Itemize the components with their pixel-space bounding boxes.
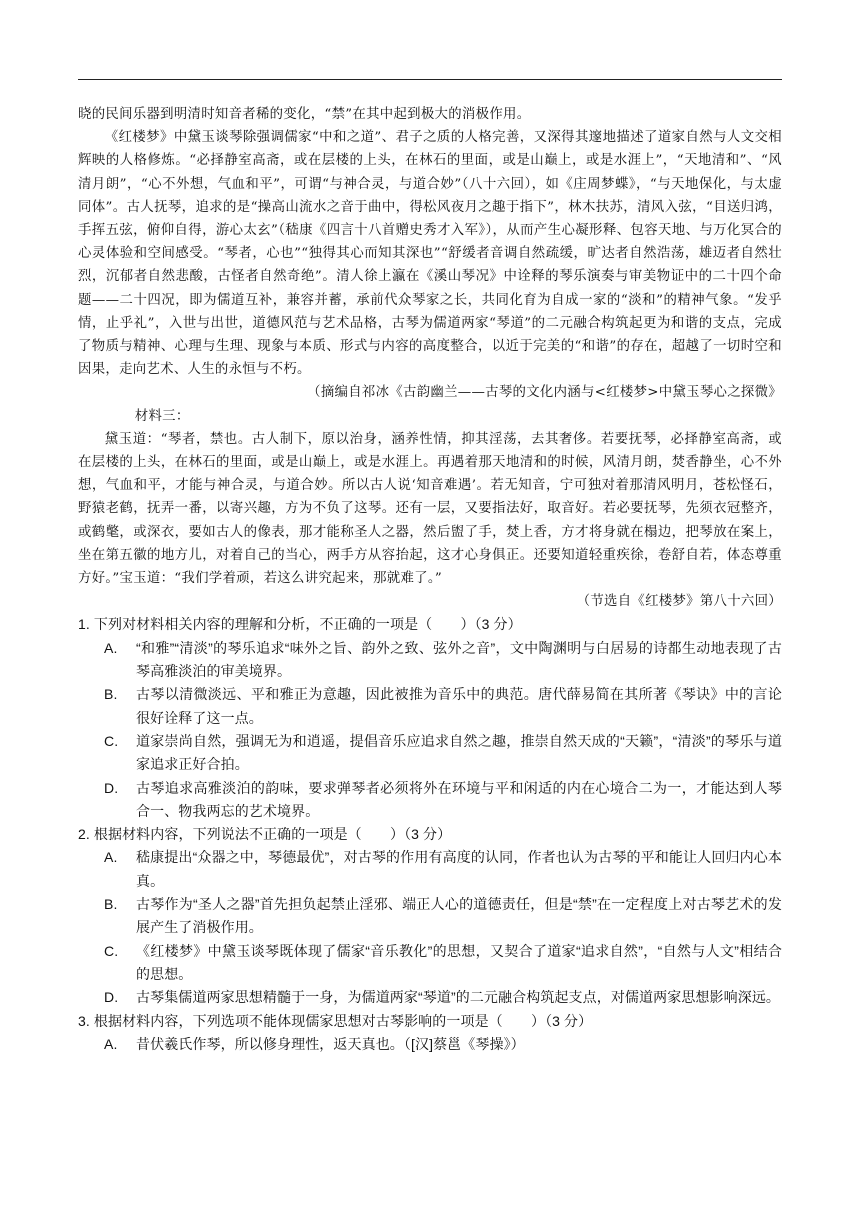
option-text: 道家崇尚自然，强调无为和逍遥，提倡音乐应追求自然之趣，推崇自然天成的“天籁”，“清淡”的琴乐与道家追求正好合拍。 (136, 732, 782, 773)
option-letter: C. (104, 732, 119, 749)
question-stem: 3. 根据材料内容，下列选项不能体现儒家思想对古琴影响的一项是（ ）（3 分） (78, 1012, 593, 1029)
option-text: 古琴作为“圣人之器”首先担负起禁止淫邪、端正人心的道德责任，但是“禁”在一定程度上对古琴艺术的发展产生了消极作用。 (136, 896, 782, 936)
option-letter: D. (104, 779, 119, 796)
question-2 (78, 823, 782, 1009)
option-letter: B. (104, 896, 118, 913)
option-d (78, 777, 782, 824)
question-3 (78, 1010, 782, 1057)
paragraph-material-two: 《红楼梦》中黛玉谈琴除强调儒家“中和之道”、君子之质的人格完善，又深得其邃地描述了道家自然与人文交相辉映的人格修炼。“必择静室高斋，或在层楼的上头，在林石的里面，或是山巅上，或是水涯上”，“天地清和”、“风清月朗”，“心不外想，气血和平”，可谓“与神合灵，与道合妙”（八十六回），如《庄周梦蝶》，“与天地保化，与太虚同体”。古人抚琴，追求的是“操高山流水之音于曲中，得松风夜月之趣于指下”，林木扶苏，清风入弦，“目送归鸿，手挥五弦，俯仰自得，游心太玄”（嵇康《四言十八首赠史秀才入军》），从而产生心凝形释、包容天地、与万化冥合的心灵体验和空间感受。“琴者，心也”“独得其心而知其深也”“舒缓者音调自然疏缓，旷达者自然浩荡，雄迈者自然壮烈，沉郁者自然悲酸，古怪者自然奇绝”。清人徐上瀛在《溪山琴况》中诠释的琴乐演奏与审美物证中的二十四个命题——二十四况，即为儒道互补，兼容并蓄，承前代众琴家之长，共同化育为自成一家的“淡和”的精神气象。“发乎情，止乎礼”，入世与出世，道德风范与艺术品格，古琴为儒道两家“琴道”的二元融合构筑起更为和谐的支点，完成了物质与精神、心理与生理、现象与本质、形式与内容的高度整合，以近于完美的“和谐”的存在，超越了一切时空和因果，走向艺术、人生的永恒与不朽。 (78, 130, 782, 378)
option-text: 《红楼梦》中黛玉谈琴既体现了儒家“音乐教化”的思想，又契合了道家“追求自然”，“自然与人文”相结合的思想。 (136, 942, 782, 982)
question-1 (78, 613, 782, 823)
paragraph-continued: 晓的民间乐器到明清时知音者稀的变化，“禁”在其中起到极大的消极作用。 (78, 107, 531, 122)
option-a (78, 1033, 782, 1056)
question-list (78, 613, 782, 1056)
question-stem: 1. 下列对材料相关内容的理解和分析，不正确的一项是（ ）（3 分） (78, 616, 522, 633)
option-text: 古琴追求高雅淡泊的韵味，要求弹琴者必须将外在环境与平和闲适的内在心境合二为一，才能达到人琴合一、物我两忘的艺术境界。 (136, 779, 782, 819)
source-citation: （节选自《红楼梦》第八十六回） (576, 594, 782, 610)
option-c (78, 940, 782, 987)
paragraph-material-three: 黛玉道：“琴者，禁也。古人制下，原以治身，涵养性情，抑其淫荡，去其奢侈。若要抚琴，必择静室高斋，或在层楼的上头，在林石的里面，或是山巅上，或是水涯上。再遇着那天地清和的时候，风清月朗，焚香静坐，心不外想，气血和平，才能与神合灵，与道合妙。所以古人说‘知音难遇’。若无知音，宁可独对着那清风明月，苍松怪石，野猿老鹤，抚弄一番，以寄兴趣，方为不负了这琴。还有一层，又要指法好，取音好。若必要抚琴，先须衣冠整齐，或鹤氅，或深衣，要如古人的像表，那才能称圣人之器，然后盥了手，焚上香，方才将身就在榻边，把琴放在案上，坐在第五徽的地方儿，对着自己的当心，两手方从容抬起，这才心身俱正。还要知道轻重疾徐，卷舒自若，体态尊重方好。”宝玉道：“我们学着顽，若这么讲究起来，那就难了。” (78, 431, 782, 587)
option-text: 古琴集儒道两家思想精髓于一身，为儒道两家“琴道”的二元融合构筑起支点，对儒道两家思想影响深远。 (136, 989, 781, 1006)
option-letter: C. (104, 942, 119, 959)
option-letter: A. (104, 1035, 118, 1052)
option-letter: A. (104, 849, 118, 866)
option-text: 古琴以清微淡远、平和雅正为意趣，因此被推为音乐中的典范。唐代薛易简在其所著《琴诀》中的言论很好诠释了这一点。 (136, 686, 782, 726)
option-b (78, 893, 782, 940)
page-content (78, 103, 782, 1056)
source-citation: （摘编自祁冰《古韵幽兰——古琴的文化内涵与<红楼梦>中黛玉琴心之探微》 (307, 385, 782, 401)
option-a (78, 846, 782, 893)
option-b (78, 683, 782, 730)
option-text: “和雅”“清淡”的琴乐追求“味外之旨、韵外之致、弦外之音”，文中陶渊明与白居易的诗都生动地表现了古琴高雅淡泊的审美境界。 (136, 639, 782, 680)
option-d (78, 986, 782, 1009)
option-letter: B. (104, 686, 118, 703)
option-a (78, 637, 782, 684)
option-letter: D. (104, 989, 119, 1006)
question-stem: 2. 根据材料内容，下列说法不正确的一项是（ ）（3 分） (78, 826, 452, 843)
reading-material (78, 103, 782, 613)
header-rule (78, 79, 782, 80)
option-letter: A. (104, 639, 118, 656)
option-text: 昔伏羲氏作琴，所以修身理性，返天真也。（[汉]蔡邕《琴操》） (136, 1035, 525, 1052)
option-c (78, 730, 782, 777)
option-text: 嵇康提出“众器之中，琴德最优”，对古琴的作用有高度的认同，作者也认为古琴的平和能让人回归内心本真。 (136, 849, 782, 889)
material-three-label: 材料三： (134, 408, 190, 424)
